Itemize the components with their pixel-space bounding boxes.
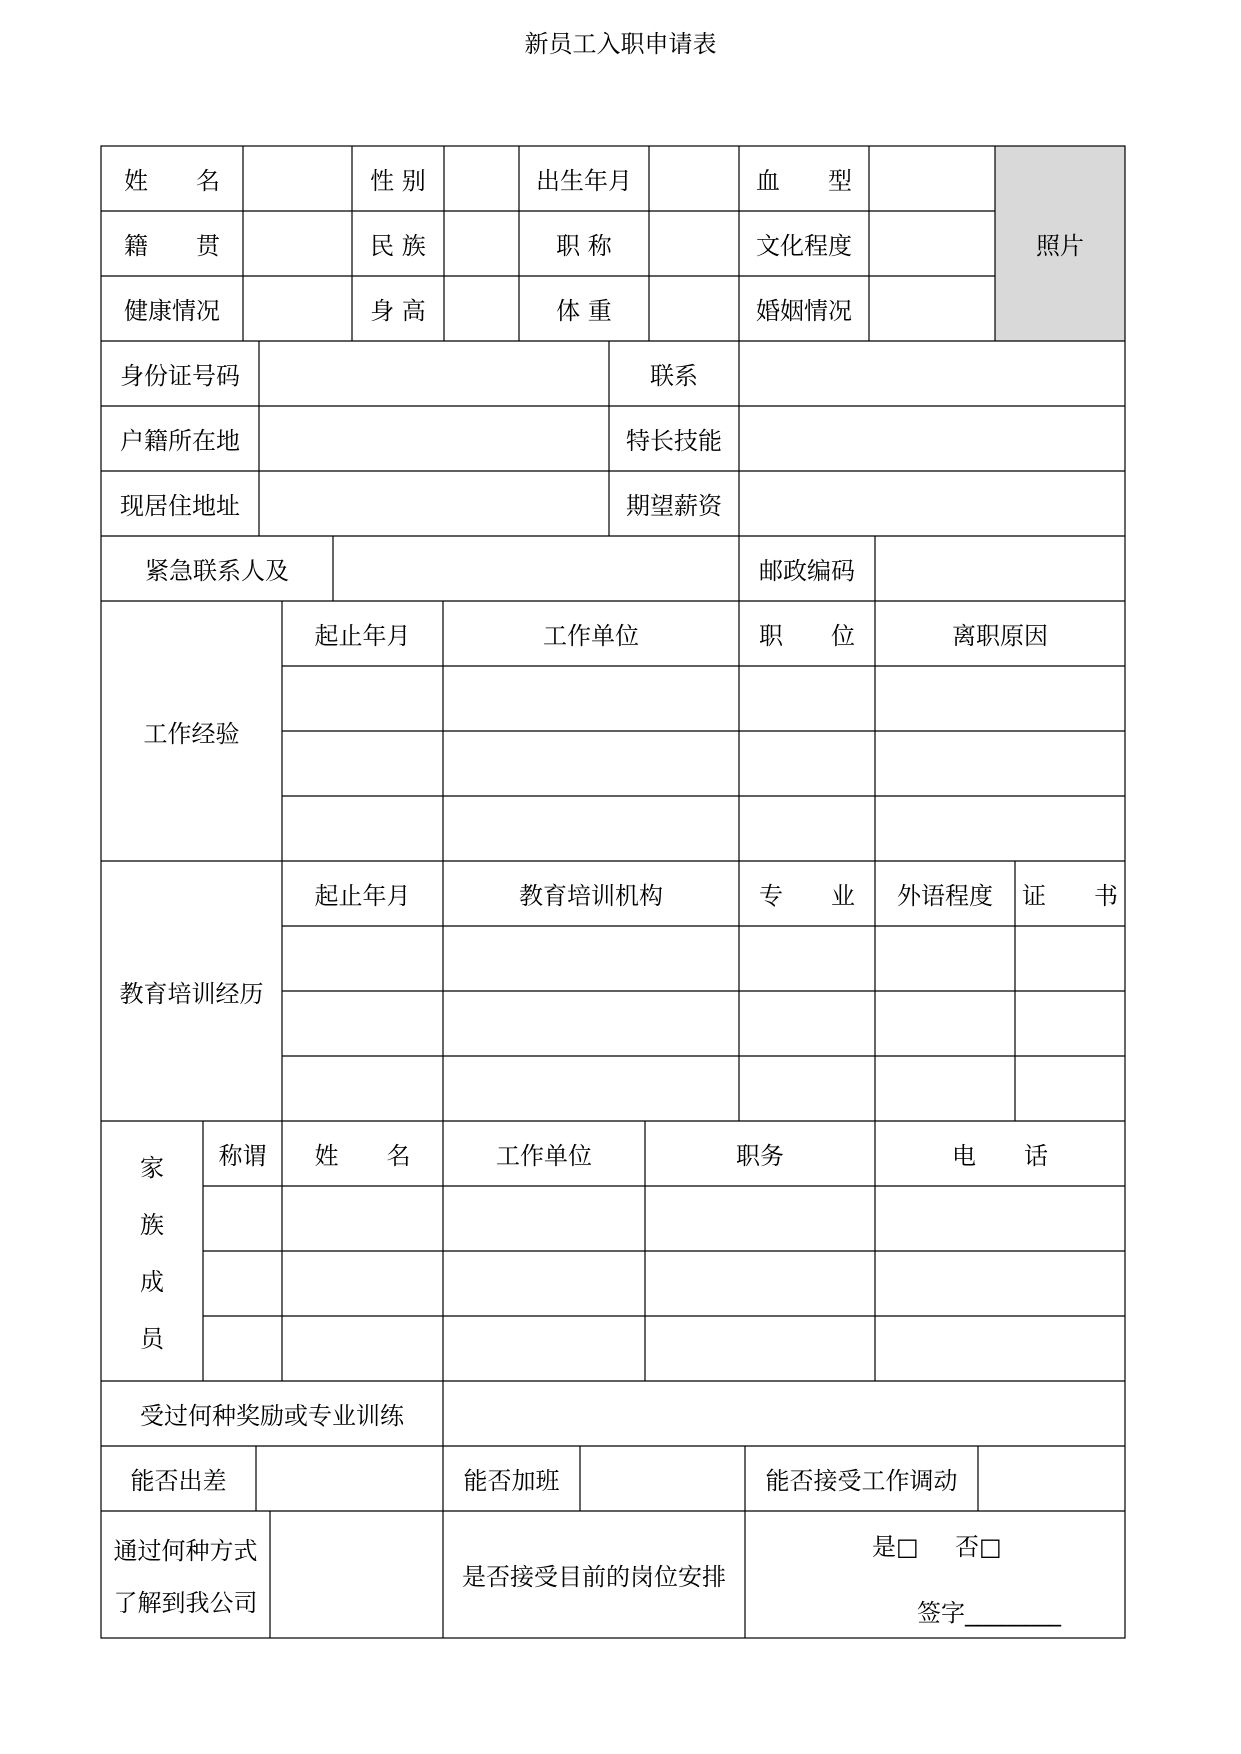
family-row-1[interactable] [203,1186,1125,1251]
education-level-label: 文化程度 [756,232,852,260]
ethnicity-field[interactable] [444,211,519,276]
accept-arrangement-label: 是否接受目前的岗位安排 [462,1563,726,1591]
postcode-field[interactable] [875,536,1125,601]
emergency-contact-field[interactable] [333,536,739,601]
household-label: 户籍所在地 [120,427,240,455]
salary-field[interactable] [739,471,1125,536]
ethnicity-label: 民 族 [370,232,426,260]
birth-label: 出生年月 [536,167,632,195]
source-label [101,1511,270,1638]
job-title-field[interactable] [649,211,739,276]
family-relation-header: 称谓 [218,1142,267,1170]
source-label-line-2: 了解到我公司 [113,1588,258,1617]
edu-major-header: 专 业 [759,882,855,910]
blood-type-field[interactable] [869,146,995,211]
family-row-2[interactable] [203,1251,1125,1316]
family-char-4: 员 [140,1325,164,1353]
no-checkbox[interactable]: 否□ [955,1533,1002,1561]
work-row-3[interactable] [282,796,1125,861]
name-label: 姓 名 [124,167,220,195]
id-number-field[interactable] [259,341,609,406]
edu-row-2[interactable] [282,991,1125,1056]
edu-row-3[interactable] [282,1056,1125,1121]
awards-field[interactable] [443,1381,1125,1446]
edu-language-header: 外语程度 [897,882,993,910]
form-title: 新员工入职申请表 [524,30,717,58]
native-place-field[interactable] [243,211,352,276]
work-reason-header: 离职原因 [952,622,1048,650]
education-level-field[interactable] [869,211,995,276]
work-period-header: 起止年月 [314,622,411,650]
family-duty-header: 职务 [736,1142,784,1170]
family-name-header: 姓 名 [314,1142,411,1170]
postcode-label: 邮政编码 [759,557,855,585]
skills-label: 特长技能 [626,427,722,455]
edu-certificate-header: 证 书 [1022,882,1118,910]
job-title-label: 职 称 [556,232,612,260]
native-place-label: 籍 贯 [124,232,220,260]
business-travel-field[interactable] [256,1446,443,1511]
edu-org-header: 教育培训机构 [519,882,663,910]
contact-field[interactable] [739,341,1125,406]
transfer-field[interactable] [978,1446,1125,1511]
address-label: 现居住地址 [120,492,240,520]
source-field[interactable] [270,1511,443,1638]
overtime-label: 能否加班 [463,1467,560,1495]
work-experience-label: 工作经验 [143,719,240,748]
work-row-2[interactable] [282,731,1125,796]
blood-type-label: 血 型 [756,167,852,195]
education-history-label: 教育培训经历 [119,979,264,1008]
transfer-label: 能否接受工作调动 [765,1467,958,1495]
height-label: 身 高 [370,297,426,325]
id-number-label: 身份证号码 [120,362,240,390]
family-char-2: 族 [140,1211,164,1239]
gender-label: 性 别 [370,167,426,195]
work-company-header: 工作单位 [543,622,639,650]
family-char-1: 家 [140,1154,164,1182]
emergency-contact-label: 紧急联系人及 [145,557,289,585]
family-row-3[interactable] [203,1316,1125,1381]
health-field[interactable] [243,276,352,341]
accept-arrangement-area [745,1511,1125,1638]
skills-field[interactable] [739,406,1125,471]
name-field[interactable] [243,146,352,211]
family-company-header: 工作单位 [496,1142,592,1170]
edu-period-header: 起止年月 [314,882,411,910]
weight-label: 体 重 [556,297,612,325]
yes-checkbox[interactable]: 是□ [872,1533,919,1561]
household-field[interactable] [259,406,609,471]
family-members-label [101,1121,203,1381]
gender-field[interactable] [444,146,519,211]
birth-field[interactable] [649,146,739,211]
family-char-3: 成 [140,1268,164,1296]
height-field[interactable] [444,276,519,341]
source-label-line-1: 通过何种方式 [113,1537,258,1566]
signature-field[interactable]: 签字________ [917,1599,1061,1627]
edu-row-1[interactable] [282,926,1125,991]
work-position-header: 职 位 [759,622,855,650]
salary-label: 期望薪资 [626,492,722,520]
marital-status-field[interactable] [869,276,995,341]
overtime-field[interactable] [580,1446,745,1511]
health-label: 健康情况 [124,297,220,325]
weight-field[interactable] [649,276,739,341]
family-phone-header: 电 话 [952,1142,1048,1170]
address-field[interactable] [259,471,609,536]
marital-status-label: 婚姻情况 [756,297,852,325]
awards-label: 受过何种奖励或专业训练 [140,1402,404,1430]
business-travel-label: 能否出差 [130,1467,227,1495]
contact-label: 联系 [650,362,698,390]
work-row-1[interactable] [282,666,1125,731]
photo-label: 照片 [1036,232,1084,260]
